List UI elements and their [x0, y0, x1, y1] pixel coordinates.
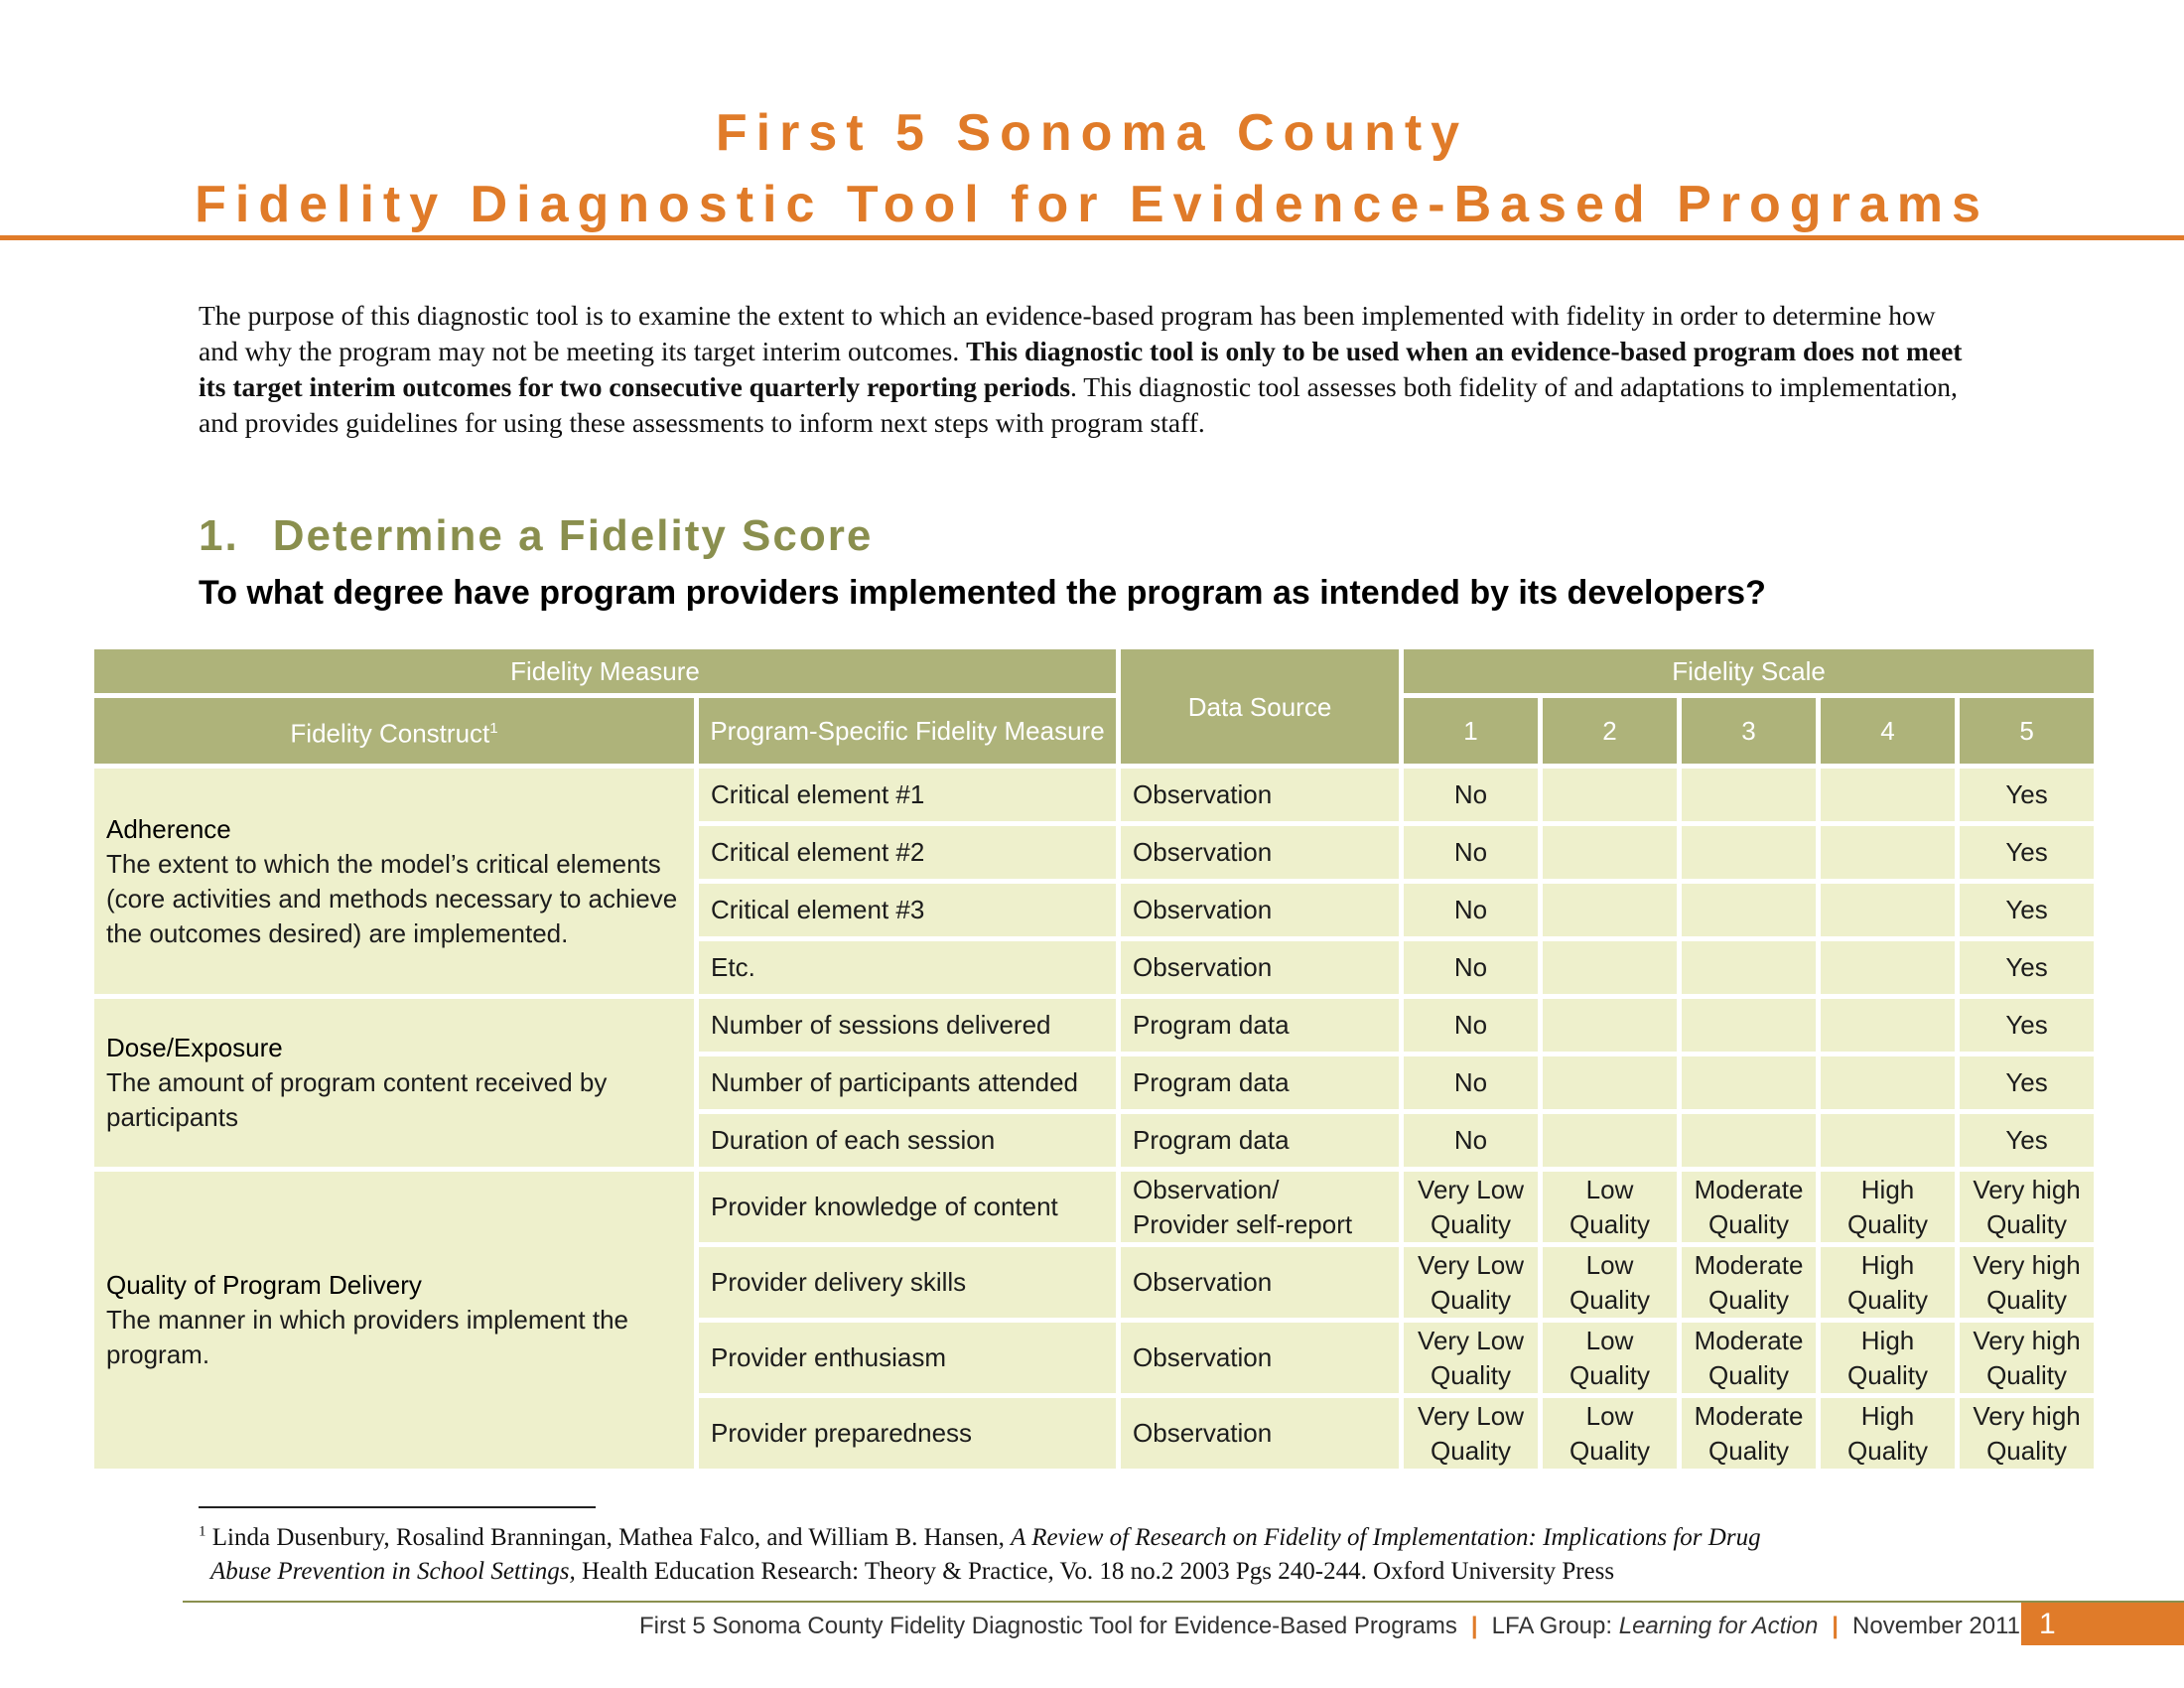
- scale-cell-5: [1960, 1247, 2094, 1318]
- footer-org-tagline: Learning for Action: [1618, 1613, 1819, 1639]
- measure-cell: Provider knowledge of content: [699, 1172, 1116, 1242]
- scale-level: High: [1860, 1325, 1915, 1355]
- measure-cell: Duration of each session: [699, 1114, 1116, 1167]
- title-divider: [0, 235, 2184, 240]
- scale-cell-2: [1543, 999, 1677, 1052]
- source-cell: Observation: [1121, 1323, 1399, 1393]
- scale-cell-1: [1404, 1247, 1538, 1318]
- section-question: To what degree have program providers implemented the program as intended by its developers?: [199, 574, 1766, 612]
- scale-level: Very high: [1973, 1400, 2081, 1431]
- header-fidelity-measure: Fidelity Measure: [94, 649, 1116, 693]
- header-program-measure: Program-Specific Fidelity Measure: [699, 698, 1116, 764]
- source-cell: Program data: [1121, 1114, 1399, 1167]
- measure-cell: Number of sessions delivered: [699, 999, 1116, 1052]
- header-scale-1: 1: [1404, 698, 1538, 764]
- source-cell: Observation: [1121, 941, 1399, 994]
- measure-cell: Provider delivery skills: [699, 1247, 1116, 1318]
- construct-description: The amount of program content received by participants: [106, 1067, 608, 1132]
- scale-cell-1: [1404, 1172, 1538, 1242]
- scale-cell-3: [1682, 999, 1816, 1052]
- construct-quality-delivery: [94, 1172, 694, 1469]
- scale-cell-5: [1960, 1398, 2094, 1469]
- scale-cell-4: [1821, 1056, 1955, 1109]
- measure-cell: Critical element #2: [699, 826, 1116, 879]
- scale-cell-2: [1543, 1114, 1677, 1167]
- fidelity-score-table: [89, 644, 2099, 1474]
- scale-level: High: [1860, 1400, 1915, 1431]
- footer-divider: [183, 1601, 2184, 1603]
- scale-cell-4: [1821, 1398, 1955, 1469]
- scale-quality: Quality: [1431, 1208, 1511, 1239]
- scale-quality: Quality: [1570, 1435, 1650, 1466]
- footer-date: November 2011: [1852, 1613, 2020, 1639]
- table-row: [94, 769, 2094, 821]
- scale-cell-5: [1960, 1323, 2094, 1393]
- scale-cell-5: Yes: [1960, 1114, 2094, 1167]
- scale-cell-5: [1960, 1172, 2094, 1242]
- scale-cell-4: [1821, 1114, 1955, 1167]
- construct-dose-exposure: [94, 999, 694, 1167]
- footnote-rest: Health Education Research: Theory & Practice, Vo. 18 no.2 2003 Pgs 240-244. Oxford University Press: [575, 1558, 1615, 1585]
- scale-level: Moderate: [1694, 1400, 1804, 1431]
- measure-cell: Critical element #1: [699, 769, 1116, 821]
- scale-cell-2: [1543, 769, 1677, 821]
- scale-level: Very Low: [1418, 1400, 1524, 1431]
- footnote-divider: [199, 1506, 596, 1508]
- footnote-line-2: [199, 1555, 2015, 1589]
- scale-quality: Quality: [1847, 1435, 1928, 1466]
- scale-level: Moderate: [1694, 1325, 1804, 1355]
- scale-quality: Quality: [1570, 1208, 1650, 1239]
- document-title-line2: Fidelity Diagnostic Tool for Evidence-Based Programs: [195, 176, 1989, 233]
- scale-cell-1: No: [1404, 1114, 1538, 1167]
- construct-description: The extent to which the model’s critical elements (core activities and methods necessary to achieve the outcomes desired) are implemented.: [106, 848, 678, 948]
- scale-cell-1: No: [1404, 1056, 1538, 1109]
- header-data-source: Data Source: [1121, 649, 1399, 764]
- header-scale-3: 3: [1682, 698, 1816, 764]
- scale-cell-4: [1821, 999, 1955, 1052]
- scale-cell-5: Yes: [1960, 999, 2094, 1052]
- header-scale-4: 4: [1821, 698, 1955, 764]
- scale-quality: Quality: [1847, 1284, 1928, 1315]
- scale-level: Low: [1585, 1249, 1634, 1280]
- footnote-authors: Linda Dusenbury, Rosalind Branningan, Mathea Falco, and William B. Hansen,: [211, 1524, 1012, 1551]
- source-cell: Observation: [1121, 1247, 1399, 1318]
- scale-quality: Quality: [1986, 1284, 2067, 1315]
- scale-level: High: [1860, 1174, 1915, 1204]
- scale-cell-5: Yes: [1960, 941, 2094, 994]
- scale-cell-3: [1682, 941, 1816, 994]
- scale-cell-1: No: [1404, 941, 1538, 994]
- scale-level: Very Low: [1418, 1249, 1524, 1280]
- scale-cell-4: [1821, 941, 1955, 994]
- scale-cell-2: [1543, 941, 1677, 994]
- footer-doc-title: First 5 Sonoma County Fidelity Diagnostic Tool for Evidence-Based Programs: [639, 1613, 1457, 1639]
- scale-cell-3: [1682, 826, 1816, 879]
- measure-cell: Provider preparedness: [699, 1398, 1116, 1469]
- scale-cell-3: [1682, 1323, 1816, 1393]
- scale-quality: Quality: [1986, 1435, 2067, 1466]
- page-footer: [639, 1609, 2020, 1644]
- scale-level: Very high: [1973, 1174, 2081, 1204]
- scale-quality: Quality: [1986, 1359, 2067, 1390]
- source-cell: Observation: [1121, 769, 1399, 821]
- source-cell: Observation: [1121, 1398, 1399, 1469]
- intro-paragraph: [199, 298, 1976, 441]
- source-cell: Observation: [1121, 884, 1399, 936]
- scale-cell-4: [1821, 884, 1955, 936]
- scale-cell-2: [1543, 826, 1677, 879]
- construct-name: Dose/Exposure: [106, 1033, 283, 1062]
- scale-level: High: [1860, 1249, 1915, 1280]
- scale-cell-4: [1821, 1172, 1955, 1242]
- header-fidelity-scale: Fidelity Scale: [1404, 649, 2094, 693]
- measure-cell: Number of participants attended: [699, 1056, 1116, 1109]
- scale-level: Moderate: [1694, 1249, 1804, 1280]
- scale-cell-1: No: [1404, 884, 1538, 936]
- scale-quality: Quality: [1431, 1359, 1511, 1390]
- scale-quality: Quality: [1986, 1208, 2067, 1239]
- scale-quality: Quality: [1708, 1435, 1789, 1466]
- intro-text-1: The purpose of this diagnostic tool is to examine the extent to which an evidence-based program has been implemented with fidelity in order to determine how and why the program may not be meeting its target interim outcomes.: [199, 300, 1936, 366]
- scale-cell-4: [1821, 769, 1955, 821]
- scale-quality: Quality: [1847, 1208, 1928, 1239]
- scale-cell-2: [1543, 1056, 1677, 1109]
- scale-cell-3: [1682, 884, 1816, 936]
- footer-org-prefix: LFA Group:: [1491, 1613, 1619, 1639]
- section-heading: [199, 511, 873, 561]
- scale-level: Very Low: [1418, 1325, 1524, 1355]
- scale-cell-3: [1682, 1172, 1816, 1242]
- scale-level: Very Low: [1418, 1174, 1524, 1204]
- scale-cell-4: [1821, 826, 1955, 879]
- page-number: 1: [2021, 1603, 2184, 1645]
- scale-cell-1: No: [1404, 826, 1538, 879]
- scale-quality: Quality: [1708, 1359, 1789, 1390]
- source-line-1: Observation/: [1133, 1174, 1280, 1204]
- scale-level: Very high: [1973, 1249, 2081, 1280]
- scale-cell-5: Yes: [1960, 826, 2094, 879]
- scale-cell-2: [1543, 884, 1677, 936]
- header-construct-label: Fidelity Construct: [290, 718, 490, 749]
- construct-name: Quality of Program Delivery: [106, 1270, 422, 1300]
- scale-cell-2: [1543, 1247, 1677, 1318]
- header-construct-footnote: 1: [489, 719, 498, 737]
- source-cell: Program data: [1121, 1056, 1399, 1109]
- scale-cell-2: [1543, 1172, 1677, 1242]
- header-fidelity-construct: [94, 698, 694, 764]
- scale-quality: Quality: [1847, 1359, 1928, 1390]
- table-row: [94, 999, 2094, 1052]
- measure-cell: Critical element #3: [699, 884, 1116, 936]
- scale-cell-1: No: [1404, 769, 1538, 821]
- scale-level: Moderate: [1694, 1174, 1804, 1204]
- scale-level: Very high: [1973, 1325, 2081, 1355]
- scale-cell-5: Yes: [1960, 769, 2094, 821]
- scale-cell-2: [1543, 1323, 1677, 1393]
- scale-quality: Quality: [1431, 1435, 1511, 1466]
- footnote-marker: 1: [199, 1523, 206, 1540]
- footnote-title-1: A Review of Research on Fidelity of Implementation: Implications for Drug: [1011, 1524, 1761, 1551]
- source-line-2: Provider self-report: [1133, 1208, 1353, 1239]
- footer-separator: |: [1832, 1613, 1840, 1639]
- scale-quality: Quality: [1708, 1284, 1789, 1315]
- scale-quality: Quality: [1570, 1359, 1650, 1390]
- construct-adherence: [94, 769, 694, 994]
- footer-separator: |: [1470, 1613, 1478, 1639]
- scale-cell-3: [1682, 769, 1816, 821]
- scale-level: Low: [1585, 1400, 1634, 1431]
- scale-cell-1: [1404, 1398, 1538, 1469]
- table-row: [94, 1172, 2094, 1242]
- construct-name: Adherence: [106, 813, 231, 844]
- source-cell: [1121, 1172, 1399, 1242]
- source-cell: Observation: [1121, 826, 1399, 879]
- intro-text-2: . This diagnostic tool assesses both fidelity of and adaptations to implementation, and provides guidelines for using these assessments to inform next steps with program staff.: [199, 371, 1958, 438]
- section-title: Determine a Fidelity Score: [272, 511, 874, 560]
- scale-cell-1: [1404, 1323, 1538, 1393]
- construct-description: The manner in which providers implement the program.: [106, 1305, 629, 1369]
- scale-quality: Quality: [1570, 1284, 1650, 1315]
- scale-cell-5: Yes: [1960, 1056, 2094, 1109]
- scale-cell-3: [1682, 1247, 1816, 1318]
- scale-cell-5: Yes: [1960, 884, 2094, 936]
- scale-quality: Quality: [1708, 1208, 1789, 1239]
- scale-cell-2: [1543, 1398, 1677, 1469]
- header-scale-2: 2: [1543, 698, 1677, 764]
- scale-quality: Quality: [1431, 1284, 1511, 1315]
- footnote-title-2: Abuse Prevention in School Settings,: [210, 1558, 576, 1585]
- measure-cell: Etc.: [699, 941, 1116, 994]
- scale-cell-3: [1682, 1398, 1816, 1469]
- measure-cell: Provider enthusiasm: [699, 1323, 1116, 1393]
- scale-level: Low: [1585, 1325, 1634, 1355]
- scale-cell-3: [1682, 1056, 1816, 1109]
- header-scale-5: 5: [1960, 698, 2094, 764]
- intro-text-bold: This diagnostic tool is only to be used when an evidence-based program does not meet its target interim outcomes for two consecutive quarterly reporting periods: [199, 336, 1963, 402]
- section-number: 1.: [199, 511, 239, 560]
- scale-cell-4: [1821, 1323, 1955, 1393]
- scale-cell-3: [1682, 1114, 1816, 1167]
- scale-cell-4: [1821, 1247, 1955, 1318]
- footnote: [199, 1521, 2015, 1589]
- scale-level: Low: [1585, 1174, 1634, 1204]
- document-title-line1: First 5 Sonoma County: [715, 104, 1469, 162]
- source-cell: Program data: [1121, 999, 1399, 1052]
- scale-cell-1: No: [1404, 999, 1538, 1052]
